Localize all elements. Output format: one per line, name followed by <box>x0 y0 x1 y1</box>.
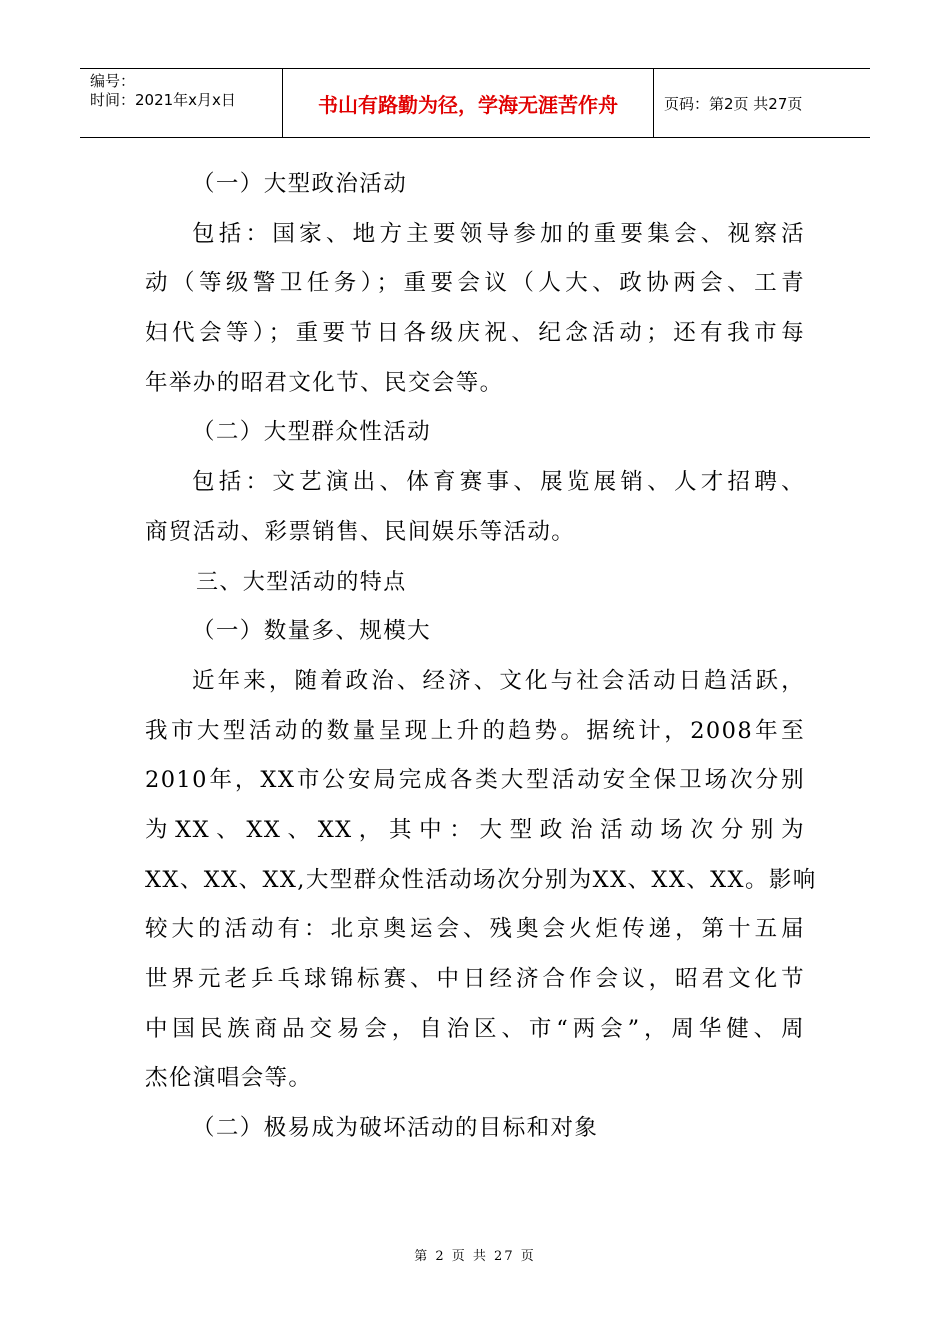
header-page-code: 页码：第2页 共27页 <box>664 94 803 113</box>
paragraph-line: 2010年，XX市公安局完成各类大型活动安全保卫场次分别 <box>145 767 805 794</box>
document-body <box>145 160 817 1154</box>
document-number-label: 编号： <box>90 72 136 90</box>
paragraph-line: 杰伦演唱会等。 <box>145 1065 313 1092</box>
paragraph-line: 妇代会等）；重要节日各级庆祝、纪念活动；还有我市每 <box>145 320 805 347</box>
paragraph-line: 年举办的昭君文化节、民交会等。 <box>145 369 504 396</box>
section-heading-characteristics: 三、大型活动的特点 <box>196 569 407 595</box>
paragraph-line: 我市大型活动的数量呈现上升的趋势。据统计，2008年至 <box>145 717 805 744</box>
paragraph-line: 动（等级警卫任务）；重要会议（人大、政协两会、工青 <box>145 270 805 297</box>
paragraph-line: 商贸活动、彩票销售、民间娱乐等活动。 <box>145 518 576 545</box>
document-date: 时间：2021年x月x日 <box>90 91 236 109</box>
subheading-mass-activities: （二）大型群众性活动 <box>192 419 432 446</box>
paragraph-line: 中国民族商品交易会，自治区、市“两会”，周华健、周 <box>145 1015 805 1042</box>
header-motto: 书山有路勤为径，学海无涯苦作舟 <box>283 69 654 137</box>
paragraph-line: 世界元老乒乓球锦标赛、中日经济合作会议，昭君文化节 <box>145 966 805 992</box>
subheading-target-of-sabotage: （二）极易成为破坏活动的目标和对象 <box>192 1115 599 1142</box>
paragraph-line: 较大的活动有：北京奥运会、残奥会火炬传递，第十五届 <box>145 916 805 943</box>
paragraph-line: XX、XX、XX,大型群众性活动场次分别为XX、XX、XX。影响 <box>145 866 817 893</box>
page-footer: 第 2 页 共 27 页 <box>414 1249 536 1264</box>
subheading-quantity-scale: （一）数量多、规模大 <box>192 618 432 645</box>
paragraph-line: 包括：文艺演出、体育赛事、展览展销、人才招聘、 <box>192 469 805 496</box>
paragraph-line: 包括：国家、地方主要领导参加的重要集会、视察活 <box>192 220 805 247</box>
header-meta <box>80 69 283 137</box>
paragraph-line: 近年来，随着政治、经济、文化与社会活动日趋活跃， <box>192 667 805 694</box>
page-header <box>80 68 870 138</box>
paragraph-line: 为XX、XX、XX，其中：大型政治活动场次分别为 <box>145 816 805 843</box>
subheading-political-activities: （一）大型政治活动 <box>192 171 408 197</box>
